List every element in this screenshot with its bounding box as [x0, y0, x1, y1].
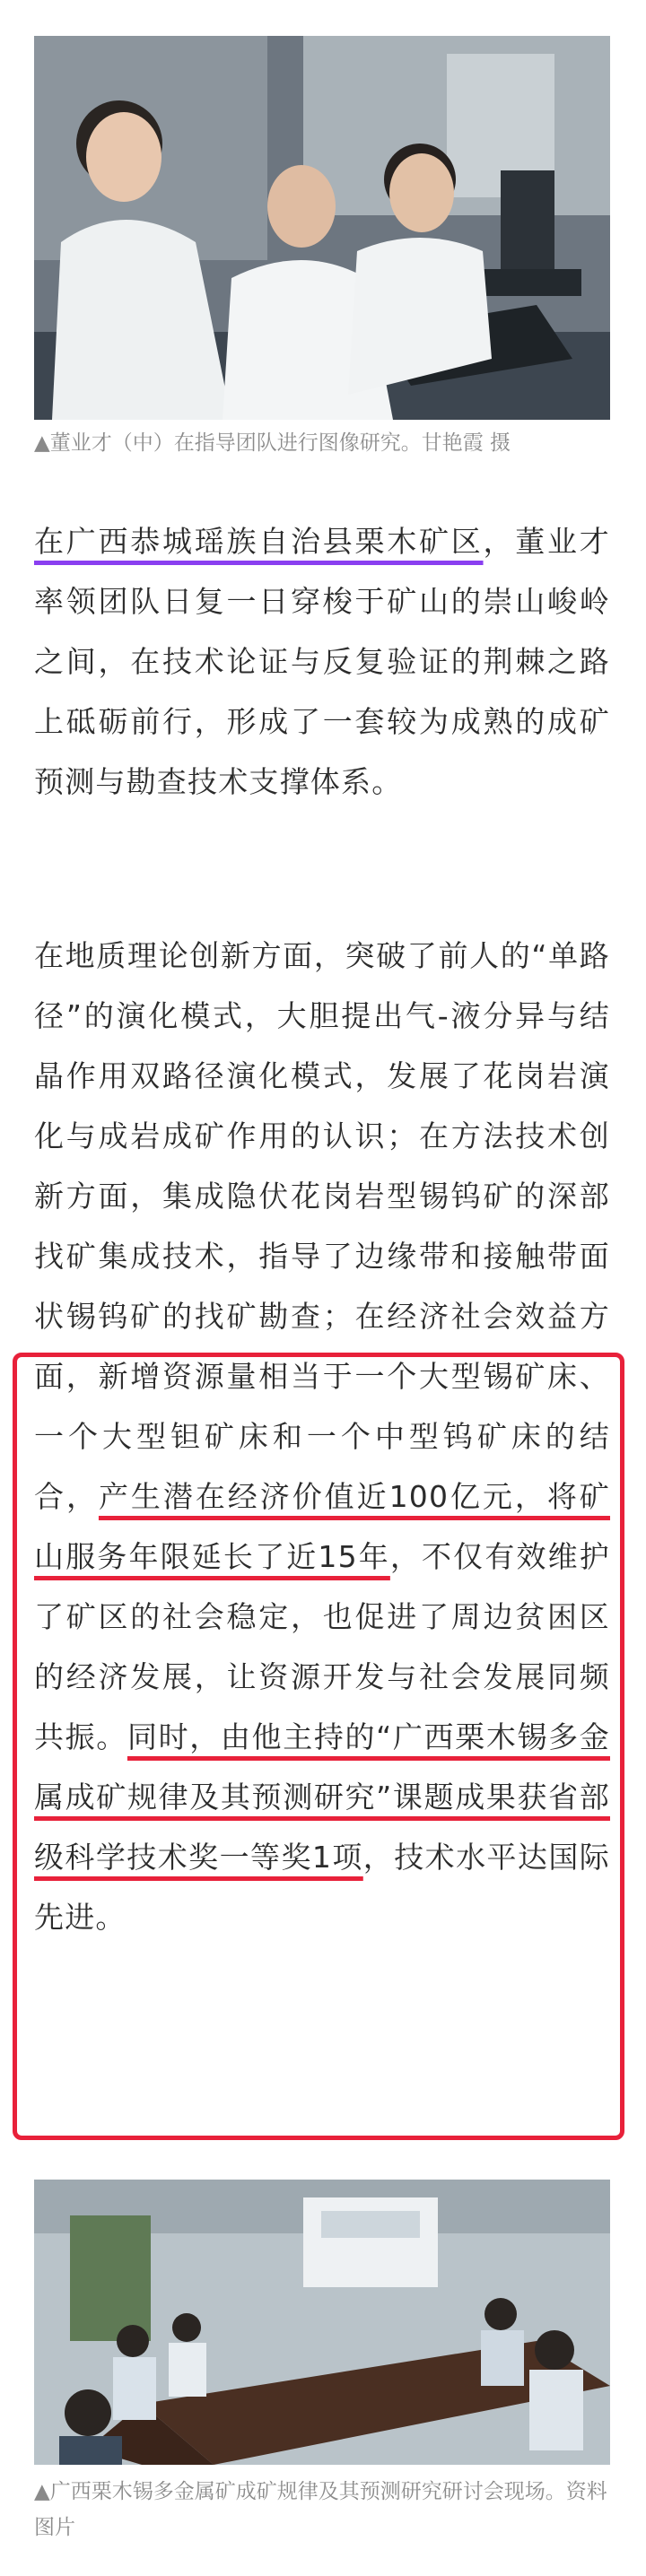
photo-caption-bottom: ▲广西栗木锡多金属矿成矿规律及其预测研究研讨会现场。资料图片: [34, 2480, 607, 2539]
paragraph-achievements: [34, 926, 610, 1947]
highlight-location: 在广西恭城瑶族自治县栗木矿区: [34, 524, 484, 559]
paragraph2-part2: ，不仅有效维护了矿区的社会稳定，也促进了周边贫困区的经济发展，让资源开发与社会发展同频共振。: [34, 1539, 610, 1754]
paragraph2-part3: ，技术水平达国际先进。: [34, 1840, 610, 1935]
paragraph1-rest: ，董业才率领团队日复一日穿梭于矿山的崇山峻岭之间，在技术论证与反复验证的荆棘之路上砥砺前行，形成了一套较为成熟的成矿预测与勘查技术支撑体系。: [34, 524, 610, 799]
paragraph2-part1: 在地质理论创新方面，突破了前人的“单路径”的演化模式，大胆提出气-液分异与结晶作用双路径演化模式，发展了花岗岩演化与成岩成矿作用的认识；在方法技术创新方面，集成隐伏花岗岩型锡钨矿的深部找矿集成技术，指导了边缘带和接触带面状锡钨矿的找矿勘查；在经济社会效益方面，新增资源量相当于一个大型锡矿床、一个大型钽矿床和一个中型钨矿床的结合，: [34, 938, 610, 1514]
photo-caption-top: ▲董业才（中）在指导团队进行图像研究。甘艳霞 摄: [34, 431, 511, 455]
paragraph-location: [34, 511, 610, 812]
seminar-photo: [34, 2180, 610, 2465]
highlight-economic-value: 产生潜在经济价值近100亿元，将矿山服务年限延长了近15年: [34, 1479, 611, 1574]
highlight-award: 同时，由他主持的“广西栗木锡多金属成矿规律及其预测研究”课题成果获省部级科学技术奖一等奖1项: [34, 1719, 610, 1875]
lab-photo: [34, 36, 610, 420]
